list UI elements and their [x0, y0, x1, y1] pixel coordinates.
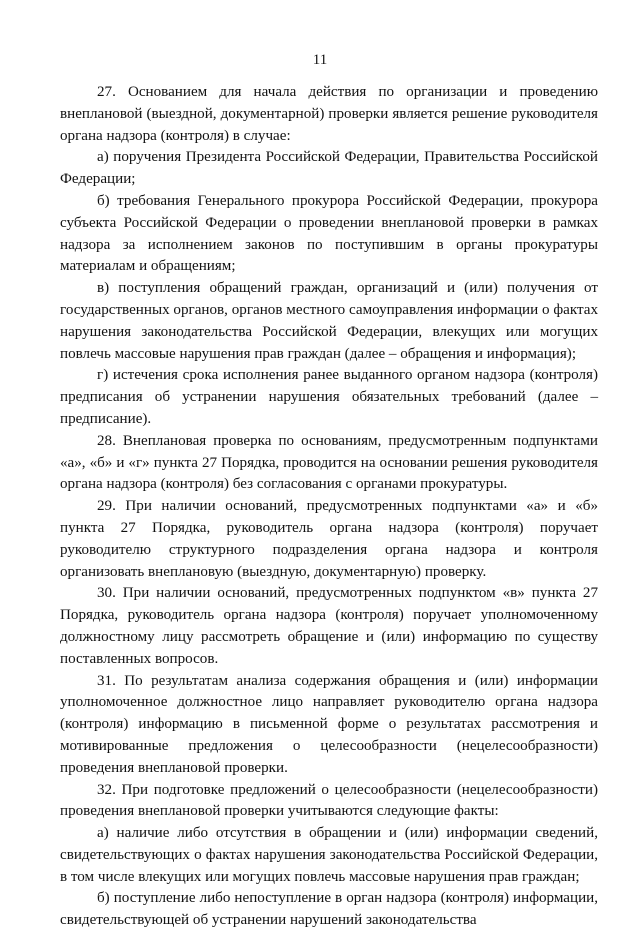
- paragraph-27-g: г) истечения срока исполнения ранее выданного органом надзора (контроля) предписания об устранении нарушения обязательных требований (далее – предписание).: [60, 367, 598, 427]
- paragraph-27-v: в) поступления обращений граждан, организаций и (или) получения от государственных органов, органов местного самоуправления информации о фактах нарушения законодательства Российской Федерации, влекущих или могущих повлечь массовые нарушения прав граждан (далее – обращения и информация);: [60, 280, 598, 362]
- paragraph-32-a: а) наличие либо отсутствия в обращении и (или) информации сведений, свидетельствующих о фактах нарушения законодательства Российской Федерации, в том числе влекущих или могущих повлечь массовые нарушения прав граждан;: [60, 825, 598, 885]
- paragraph-29: 29. При наличии оснований, предусмотренных подпунктами «а» и «б» пункта 27 Порядка, руководитель органа надзора (контроля) поручает руководителю структурного подразделения органа надзора и контроля организовать внеплановую (выездную, документарную) проверку.: [60, 498, 598, 580]
- paragraph-31: 31. По результатам анализа содержания обращения и (или) информации уполномоченное должностное лицо направляет руководителю органа надзора (контроля) информацию в письменной форме о результатах рассмотрения и мотивированные предложения о целесообразности (нецелесообразности) проведения внеплановой проверки.: [60, 672, 598, 776]
- page-number: 11: [312, 52, 328, 68]
- paragraph-32-b: б) поступление либо непоступление в орган надзора (контроля) информации, свидетельствующей об устранении нарушений законодательства: [60, 890, 598, 929]
- paragraph-27: 27. Основанием для начала действия по организации и проведению внеплановой (выездной, документарной) проверки является решение руководителя органа надзора (контроля) в случае:: [60, 84, 598, 144]
- paragraph-28: 28. Внеплановая проверка по основаниям, предусмотренным подпунктами «а», «б» и «г» пункта 27 Порядка, проводится на основании решения руководителя органа надзора (контроля) без согласования с органами прокуратуры.: [60, 432, 598, 493]
- paragraph-27-a: а) поручения Президента Российской Федерации, Правительства Российской Федерации;: [60, 149, 598, 188]
- paragraph-30: 30. При наличии оснований, предусмотренных подпунктом «в» пункта 27 Порядка, руководитель органа надзора (контроля) поручает уполномоченному должностному лицу рассмотреть обращение и (или) информацию по существу поставленных вопросов.: [60, 585, 598, 667]
- paragraph-32: 32. При подготовке предложений о целесообразности (нецелесообразности) проведения внеплановой проверки учитываются следующие факты:: [60, 781, 598, 820]
- document-body: [60, 82, 598, 932]
- paragraph-27-b: б) требования Генерального прокурора Российской Федерации, прокурора субъекта Российской Федерации о проведении внеплановой проверки в рамках надзора за исполнением законов по поступившим в органы прокуратуры материалам и обращениям;: [60, 192, 598, 275]
